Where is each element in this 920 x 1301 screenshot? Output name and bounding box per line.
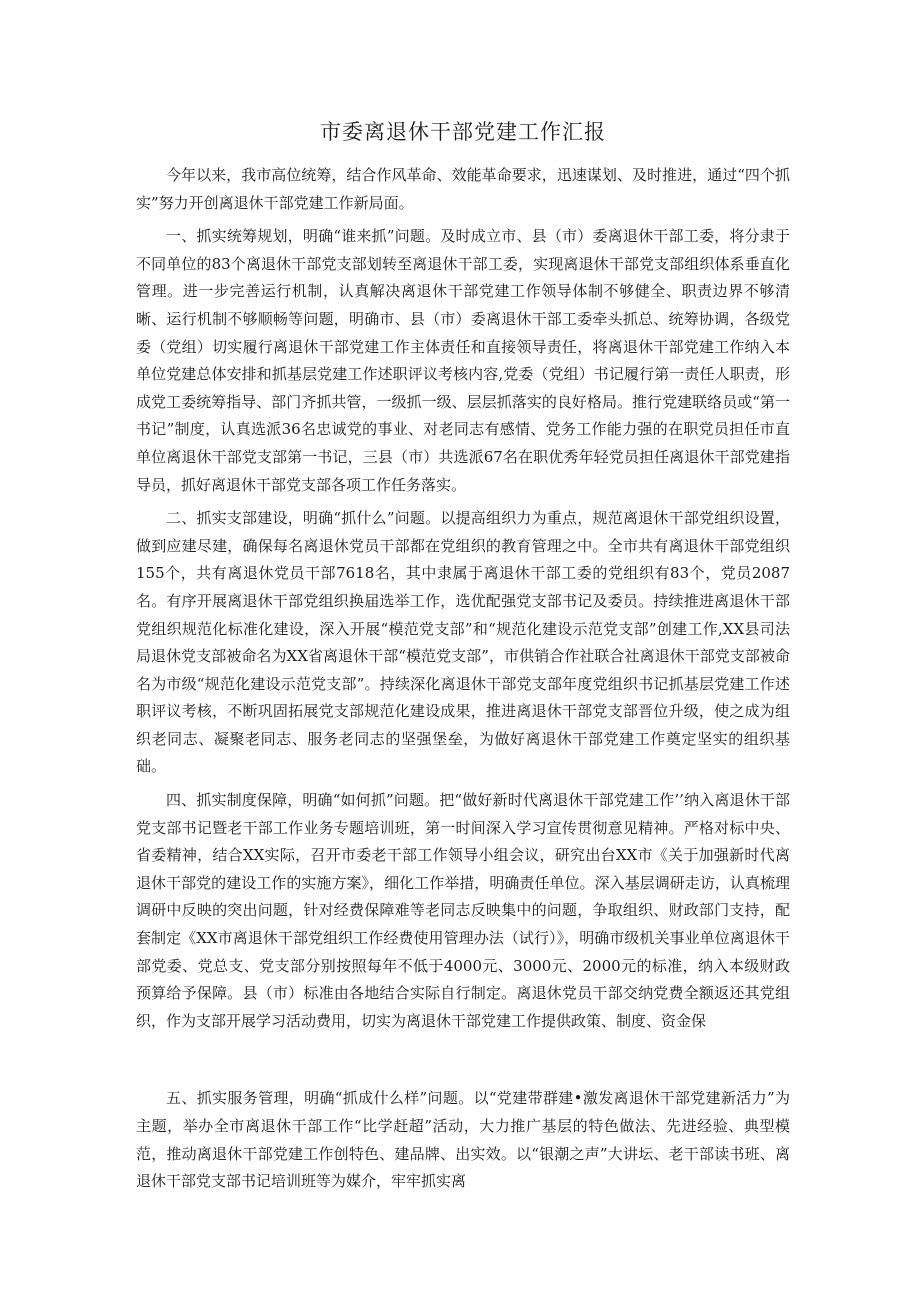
paragraph-intro: 今年以来，我市高位统筹，结合作风革命、效能革命要求，迅速谋划、及时推进，通过“四个抓实”努力开创离退休干部党建工作新局面。 bbox=[136, 166, 790, 212]
document-page bbox=[136, 112, 790, 1202]
paragraph-section-5: 五、抓实服务管理，明确“抓成什么样”问题。以“党建带群建•激发离退休干部党建新活力”为主题，举办全市离退休干部工作“比学赶超”活动，大力推广基层的特色做法、先进经验、典型模范，推动离退休干部党建工作创特色、建品牌、出实效。以“银潮之声”大讲坛、老干部读书班、离退休干部党支部书记培训班等为媒介，牢牢抓实离 bbox=[136, 1089, 790, 1191]
document-title: 市委离退休干部党建工作汇报 bbox=[320, 120, 606, 144]
paragraph-section-2: 二、抓实支部建设，明确“抓什么”问题。以提高组织力为重点，规范离退休干部党组织设置，做到应建尽建，确保每名离退休党员干部都在党组织的教育管理之中。全市共有离退休干部党组织155个，共有离退休党员干部7618名，其中隶属于离退休干部工委的党组织有83个，党员2087名。有序开展离退休干部党组织换届选举工作，选优配强党支部书记及委员。持续推进离退休干部党组织规范化标准化建设，深入开展“模范党支部”和“规范化建设示范党支部”创建工作,XX县司法局退休党支部被命名为XX省离退休干部“模范党支部”，市供销合作社联合社离退休干部党支部被命名为市级“规范化建设示范党支部”。持续深化离退休干部党支部年度党组织书记抓基层党建工作述职评议考核，不断巩固拓展党支部规范化建设成果，推进离退休干部党支部晋位升级，使之成为组织老同志、凝聚老同志、服务老同志的坚强堡垒，为做好离退休干部党建工作奠定坚实的组织基础。 bbox=[136, 509, 790, 776]
paragraph-section-4: 四、抓实制度保障，明确“如何抓”问题。把“做好新时代离退休干部党建工作’’纳入离退休干部党支部书记暨老干部工作业务专题培训班，第一时间深入学习宣传贯彻意见精神。严格对标中央、省委精神，结合XX实际，召开市委老干部工作领导小组会议，研究出台XX市《关于加强新时代离退休干部党的建设工作的实施方案》，细化工作举措，明确责任单位。深入基层调研走访，认真梳理调研中反映的突出问题，针对经费保障难等老同志反映集中的问题，争取组织、财政部门支持，配套制定《XX市离退休干部党组织工作经费使用管理办法（试行）》，明确市级机关事业单位离退休干部党委、党总支、党支部分别按照每年不低于4000元、3000元、2000元的标准，纳入本级财政预算给予保障。县（市）标准由各地结合实际自行制定。离退休党员干部交纳党费全额返还其党组织，作为支部开展学习活动费用，切实为离退休干部党建工作提供政策、制度、资金保 bbox=[136, 791, 790, 1030]
paragraph-section-1: 一、抓实统筹规划，明确“谁来抓”问题。及时成立市、县（市）委离退休干部工委，将分隶于不同单位的83个离退休干部党支部划转至离退休干部工委，实现离退休干部党支部组织体系垂直化管理。进一步完善运行机制，认真解决离退休干部党建工作领导体制不够健全、职责边界不够清晰、运行机制不够顺畅等问题，明确市、县（市）委离退休干部工委牵头抓总、统筹协调，各级党委（党组）切实履行离退休干部党建工作主体责任和直接领导责任，将离退休干部党建工作纳入本单位党建总体安排和抓基层党建工作述职评议考核内容,党委（党组）书记履行第一责任人职责，形成党工委统筹指导、部门齐抓共管，一级抓一级、层层抓落实的良好格局。推行党建联络员或“第一书记”制度，认真选派36名忠诚党的事业、对老同志有感情、党务工作能力强的在职党员担任市直单位离退休干部党支部第一书记，三县（市）共选派67名在职优秀年轻党员担任离退休干部党建指导员，抓好离退休干部党支部各项工作任务落实。 bbox=[136, 227, 790, 494]
paragraph-gap bbox=[136, 1041, 790, 1085]
